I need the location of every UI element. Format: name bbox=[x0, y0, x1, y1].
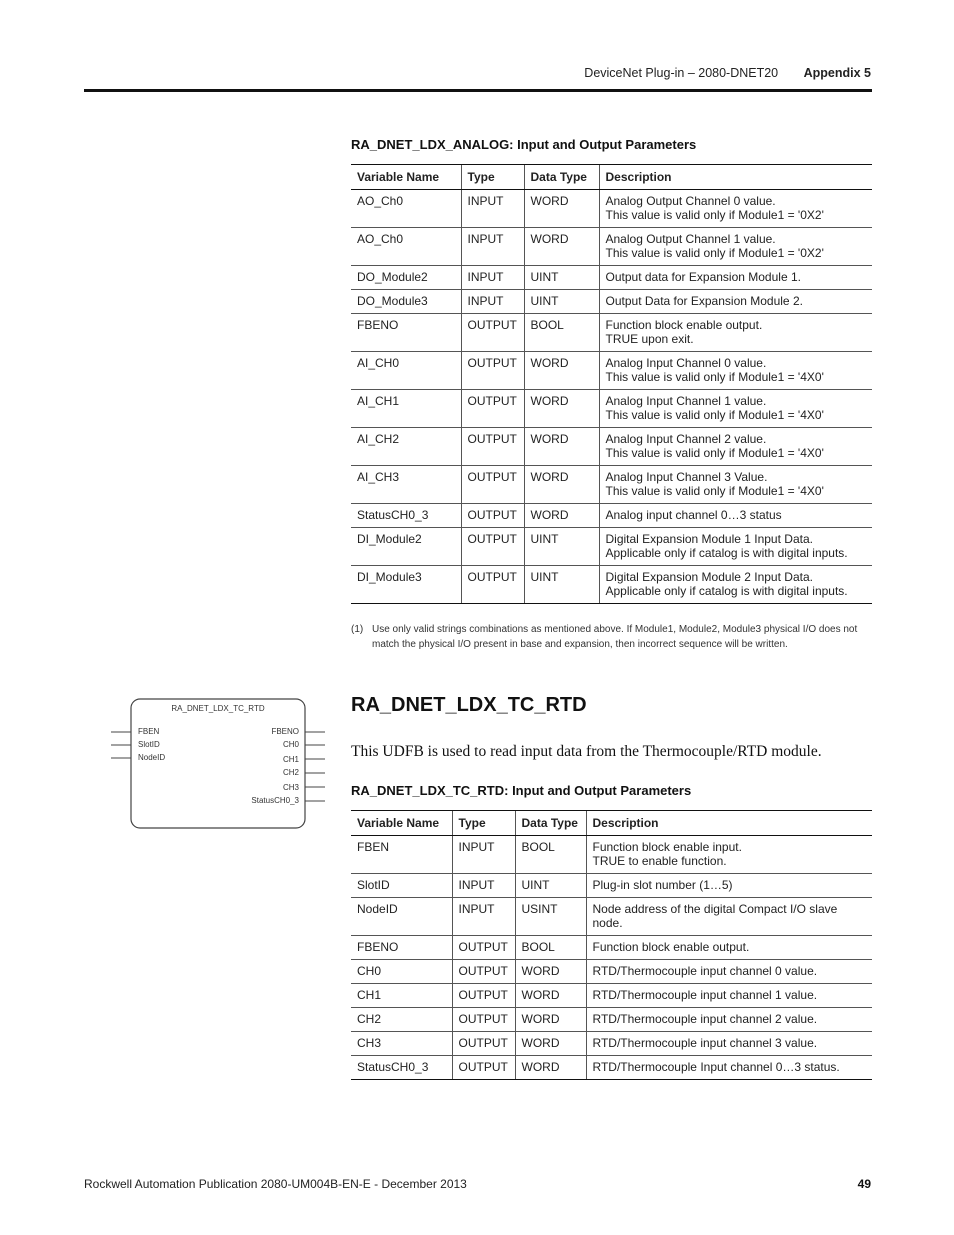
description-line: Analog Input Channel 1 value. bbox=[605, 394, 767, 408]
description-line: Function block enable output. bbox=[605, 318, 763, 332]
cell-description bbox=[586, 1008, 872, 1032]
cell-description bbox=[599, 190, 872, 228]
cell-description bbox=[599, 528, 872, 566]
description-line: This value is valid only if Module1 = '4X0' bbox=[605, 484, 824, 498]
table-row bbox=[351, 352, 872, 390]
description-line: Output data for Expansion Module 1. bbox=[605, 270, 801, 284]
cell-variable-name: FBENO bbox=[351, 314, 461, 352]
column-header-data-type: Data Type bbox=[515, 811, 586, 836]
description-line: Node address of the digital Compact I/O slave node. bbox=[592, 902, 838, 930]
cell-variable-name: StatusCH0_3 bbox=[351, 504, 461, 528]
table-row bbox=[351, 428, 872, 466]
cell-data-type: WORD bbox=[524, 504, 599, 528]
tc-rtd-table-caption: RA_DNET_LDX_TC_RTD: Input and Output Parameters bbox=[351, 783, 692, 798]
description-line: Plug-in slot number (1…5) bbox=[592, 878, 733, 892]
table-row bbox=[351, 190, 872, 228]
cell-type: INPUT bbox=[452, 836, 515, 874]
tc-rtd-parameters-table bbox=[351, 810, 872, 1080]
cell-type: OUTPUT bbox=[461, 466, 524, 504]
cell-description bbox=[599, 504, 872, 528]
footnote-text: Use only valid strings combinations as mentioned above. If Module1, Module2, Module3 physical I/O does not match the physical I/O present in base and expansion, then incorrect sequence will be written. bbox=[372, 624, 858, 650]
cell-data-type: UINT bbox=[524, 528, 599, 566]
cell-variable-name: CH2 bbox=[351, 1008, 452, 1032]
column-header-data-type: Data Type bbox=[524, 165, 599, 190]
input-pin-label: FBEN bbox=[138, 727, 160, 736]
function-block-title: RA_DNET_LDX_TC_RTD bbox=[171, 704, 265, 713]
description-line: Output Data for Expansion Module 2. bbox=[605, 294, 803, 308]
description-line: This value is valid only if Module1 = '0X2' bbox=[605, 208, 824, 222]
cell-variable-name: FBENO bbox=[351, 936, 452, 960]
cell-type: OUTPUT bbox=[461, 352, 524, 390]
cell-type: INPUT bbox=[461, 190, 524, 228]
cell-variable-name: CH1 bbox=[351, 984, 452, 1008]
cell-variable-name: FBEN bbox=[351, 836, 452, 874]
header-appendix-label: Appendix 5 bbox=[803, 66, 871, 80]
cell-variable-name: SlotID bbox=[351, 874, 452, 898]
table-row bbox=[351, 528, 872, 566]
header-section-title: DeviceNet Plug-in – 2080-DNET20 bbox=[584, 66, 779, 80]
input-pin-label: SlotID bbox=[138, 740, 160, 749]
output-pin-label: CH3 bbox=[282, 783, 299, 792]
output-pin-label: CH1 bbox=[282, 755, 299, 764]
cell-description bbox=[586, 874, 872, 898]
table-row bbox=[351, 228, 872, 266]
cell-data-type: WORD bbox=[524, 466, 599, 504]
description-line: Function block enable output. bbox=[592, 940, 750, 954]
description-line: Analog Output Channel 0 value. bbox=[605, 194, 776, 208]
table-header-row bbox=[351, 165, 872, 190]
output-pin-label: StatusCH0_3 bbox=[251, 796, 299, 805]
input-pin-label: NodeID bbox=[138, 753, 166, 762]
table-row bbox=[351, 1056, 872, 1080]
cell-type: OUTPUT bbox=[461, 428, 524, 466]
description-line: RTD/Thermocouple input channel 3 value. bbox=[592, 1036, 818, 1050]
table-row bbox=[351, 290, 872, 314]
cell-description bbox=[586, 898, 872, 936]
cell-data-type: WORD bbox=[515, 1032, 586, 1056]
description-line: TRUE upon exit. bbox=[605, 332, 694, 346]
table-row bbox=[351, 898, 872, 936]
cell-type: OUTPUT bbox=[452, 960, 515, 984]
column-header-type: Type bbox=[452, 811, 515, 836]
cell-type: OUTPUT bbox=[461, 528, 524, 566]
cell-variable-name: AO_Ch0 bbox=[351, 228, 461, 266]
cell-description bbox=[599, 314, 872, 352]
table-footnote bbox=[351, 622, 873, 652]
table-row bbox=[351, 266, 872, 290]
cell-type: OUTPUT bbox=[452, 936, 515, 960]
description-line: Analog Input Channel 3 Value. bbox=[605, 470, 768, 484]
description-line: Digital Expansion Module 2 Input Data. bbox=[605, 570, 813, 584]
cell-data-type: UINT bbox=[524, 566, 599, 604]
table-row bbox=[351, 390, 872, 428]
function-block-diagram bbox=[108, 694, 328, 834]
description-line: Applicable only if catalog is with digital inputs. bbox=[605, 546, 848, 560]
cell-description bbox=[586, 936, 872, 960]
description-line: This value is valid only if Module1 = '4X0' bbox=[605, 408, 824, 422]
column-header-description: Description bbox=[599, 165, 872, 190]
cell-data-type: BOOL bbox=[524, 314, 599, 352]
description-line: Analog Input Channel 0 value. bbox=[605, 356, 767, 370]
section-title: RA_DNET_LDX_TC_RTD bbox=[351, 694, 587, 716]
cell-variable-name: DO_Module2 bbox=[351, 266, 461, 290]
cell-type: OUTPUT bbox=[452, 1032, 515, 1056]
description-line: TRUE to enable function. bbox=[592, 854, 727, 868]
output-pin-label: CH2 bbox=[282, 768, 299, 777]
table-row bbox=[351, 960, 872, 984]
cell-description bbox=[586, 836, 872, 874]
output-pin-label: FBENO bbox=[271, 727, 299, 736]
table-row bbox=[351, 466, 872, 504]
section-intro: This UDFB is used to read input data from the Thermocouple/RTD module. bbox=[351, 743, 822, 760]
description-line: Analog input channel 0…3 status bbox=[605, 508, 782, 522]
analog-table-caption: RA_DNET_LDX_ANALOG: Input and Output Parameters bbox=[351, 137, 697, 152]
description-line: Digital Expansion Module 1 Input Data. bbox=[605, 532, 813, 546]
cell-type: OUTPUT bbox=[452, 984, 515, 1008]
cell-data-type: WORD bbox=[524, 428, 599, 466]
description-line: Function block enable input. bbox=[592, 840, 742, 854]
function-block-box bbox=[131, 699, 305, 828]
running-header bbox=[584, 66, 871, 80]
description-line: Analog Output Channel 1 value. bbox=[605, 232, 776, 246]
description-line: RTD/Thermocouple input channel 0 value. bbox=[592, 964, 818, 978]
cell-description bbox=[599, 566, 872, 604]
cell-description bbox=[599, 266, 872, 290]
cell-data-type: WORD bbox=[515, 1008, 586, 1032]
cell-data-type: UINT bbox=[515, 874, 586, 898]
footer-page-number: 49 bbox=[857, 1177, 871, 1191]
table-row bbox=[351, 836, 872, 874]
cell-data-type: WORD bbox=[524, 190, 599, 228]
cell-variable-name: AO_Ch0 bbox=[351, 190, 461, 228]
table-row bbox=[351, 936, 872, 960]
cell-description bbox=[586, 1056, 872, 1080]
cell-variable-name: NodeID bbox=[351, 898, 452, 936]
table-header-row bbox=[351, 811, 872, 836]
description-line: Applicable only if catalog is with digital inputs. bbox=[605, 584, 848, 598]
description-line: RTD/Thermocouple Input channel 0…3 status. bbox=[592, 1060, 840, 1074]
output-pin-label: CH0 bbox=[282, 740, 299, 749]
description-line: This value is valid only if Module1 = '0X2' bbox=[605, 246, 824, 260]
table-row bbox=[351, 1032, 872, 1056]
cell-data-type: WORD bbox=[524, 228, 599, 266]
cell-variable-name: DO_Module3 bbox=[351, 290, 461, 314]
footnote-number: (1) bbox=[351, 624, 364, 635]
cell-type: OUTPUT bbox=[461, 504, 524, 528]
table-row bbox=[351, 504, 872, 528]
table-row bbox=[351, 1008, 872, 1032]
cell-variable-name: CH0 bbox=[351, 960, 452, 984]
cell-type: INPUT bbox=[452, 874, 515, 898]
cell-type: OUTPUT bbox=[461, 390, 524, 428]
cell-description bbox=[599, 228, 872, 266]
column-header-description: Description bbox=[586, 811, 872, 836]
description-line: This value is valid only if Module1 = '4X0' bbox=[605, 446, 824, 460]
cell-description bbox=[599, 428, 872, 466]
table-row bbox=[351, 874, 872, 898]
cell-type: OUTPUT bbox=[452, 1056, 515, 1080]
cell-type: OUTPUT bbox=[452, 1008, 515, 1032]
cell-data-type: WORD bbox=[515, 984, 586, 1008]
cell-variable-name: AI_CH2 bbox=[351, 428, 461, 466]
cell-variable-name: AI_CH1 bbox=[351, 390, 461, 428]
cell-type: INPUT bbox=[452, 898, 515, 936]
description-line: Analog Input Channel 2 value. bbox=[605, 432, 767, 446]
footer-publication: Rockwell Automation Publication 2080-UM004B-EN-E - December 2013 bbox=[84, 1177, 467, 1191]
description-line: RTD/Thermocouple input channel 2 value. bbox=[592, 1012, 818, 1026]
cell-variable-name: DI_Module2 bbox=[351, 528, 461, 566]
table-row bbox=[351, 984, 872, 1008]
cell-data-type: UINT bbox=[524, 266, 599, 290]
cell-type: INPUT bbox=[461, 290, 524, 314]
cell-data-type: WORD bbox=[524, 390, 599, 428]
description-line: This value is valid only if Module1 = '4X0' bbox=[605, 370, 824, 384]
cell-data-type: WORD bbox=[515, 1056, 586, 1080]
cell-data-type: BOOL bbox=[515, 936, 586, 960]
header-rule bbox=[84, 89, 872, 92]
cell-variable-name: AI_CH3 bbox=[351, 466, 461, 504]
cell-variable-name: CH3 bbox=[351, 1032, 452, 1056]
table-row bbox=[351, 566, 872, 604]
cell-description bbox=[599, 352, 872, 390]
cell-description bbox=[599, 390, 872, 428]
cell-data-type: WORD bbox=[515, 960, 586, 984]
cell-description bbox=[586, 984, 872, 1008]
cell-type: OUTPUT bbox=[461, 566, 524, 604]
column-header-variable-name: Variable Name bbox=[351, 165, 461, 190]
cell-data-type: USINT bbox=[515, 898, 586, 936]
column-header-type: Type bbox=[461, 165, 524, 190]
cell-description bbox=[586, 1032, 872, 1056]
cell-description bbox=[586, 960, 872, 984]
cell-description bbox=[599, 466, 872, 504]
column-header-variable-name: Variable Name bbox=[351, 811, 452, 836]
cell-data-type: BOOL bbox=[515, 836, 586, 874]
cell-description bbox=[599, 290, 872, 314]
cell-data-type: UINT bbox=[524, 290, 599, 314]
cell-variable-name: StatusCH0_3 bbox=[351, 1056, 452, 1080]
description-line: RTD/Thermocouple input channel 1 value. bbox=[592, 988, 818, 1002]
table-row bbox=[351, 314, 872, 352]
cell-variable-name: AI_CH0 bbox=[351, 352, 461, 390]
cell-data-type: WORD bbox=[524, 352, 599, 390]
cell-type: OUTPUT bbox=[461, 314, 524, 352]
analog-parameters-table bbox=[351, 164, 872, 604]
cell-type: INPUT bbox=[461, 228, 524, 266]
cell-type: INPUT bbox=[461, 266, 524, 290]
cell-variable-name: DI_Module3 bbox=[351, 566, 461, 604]
